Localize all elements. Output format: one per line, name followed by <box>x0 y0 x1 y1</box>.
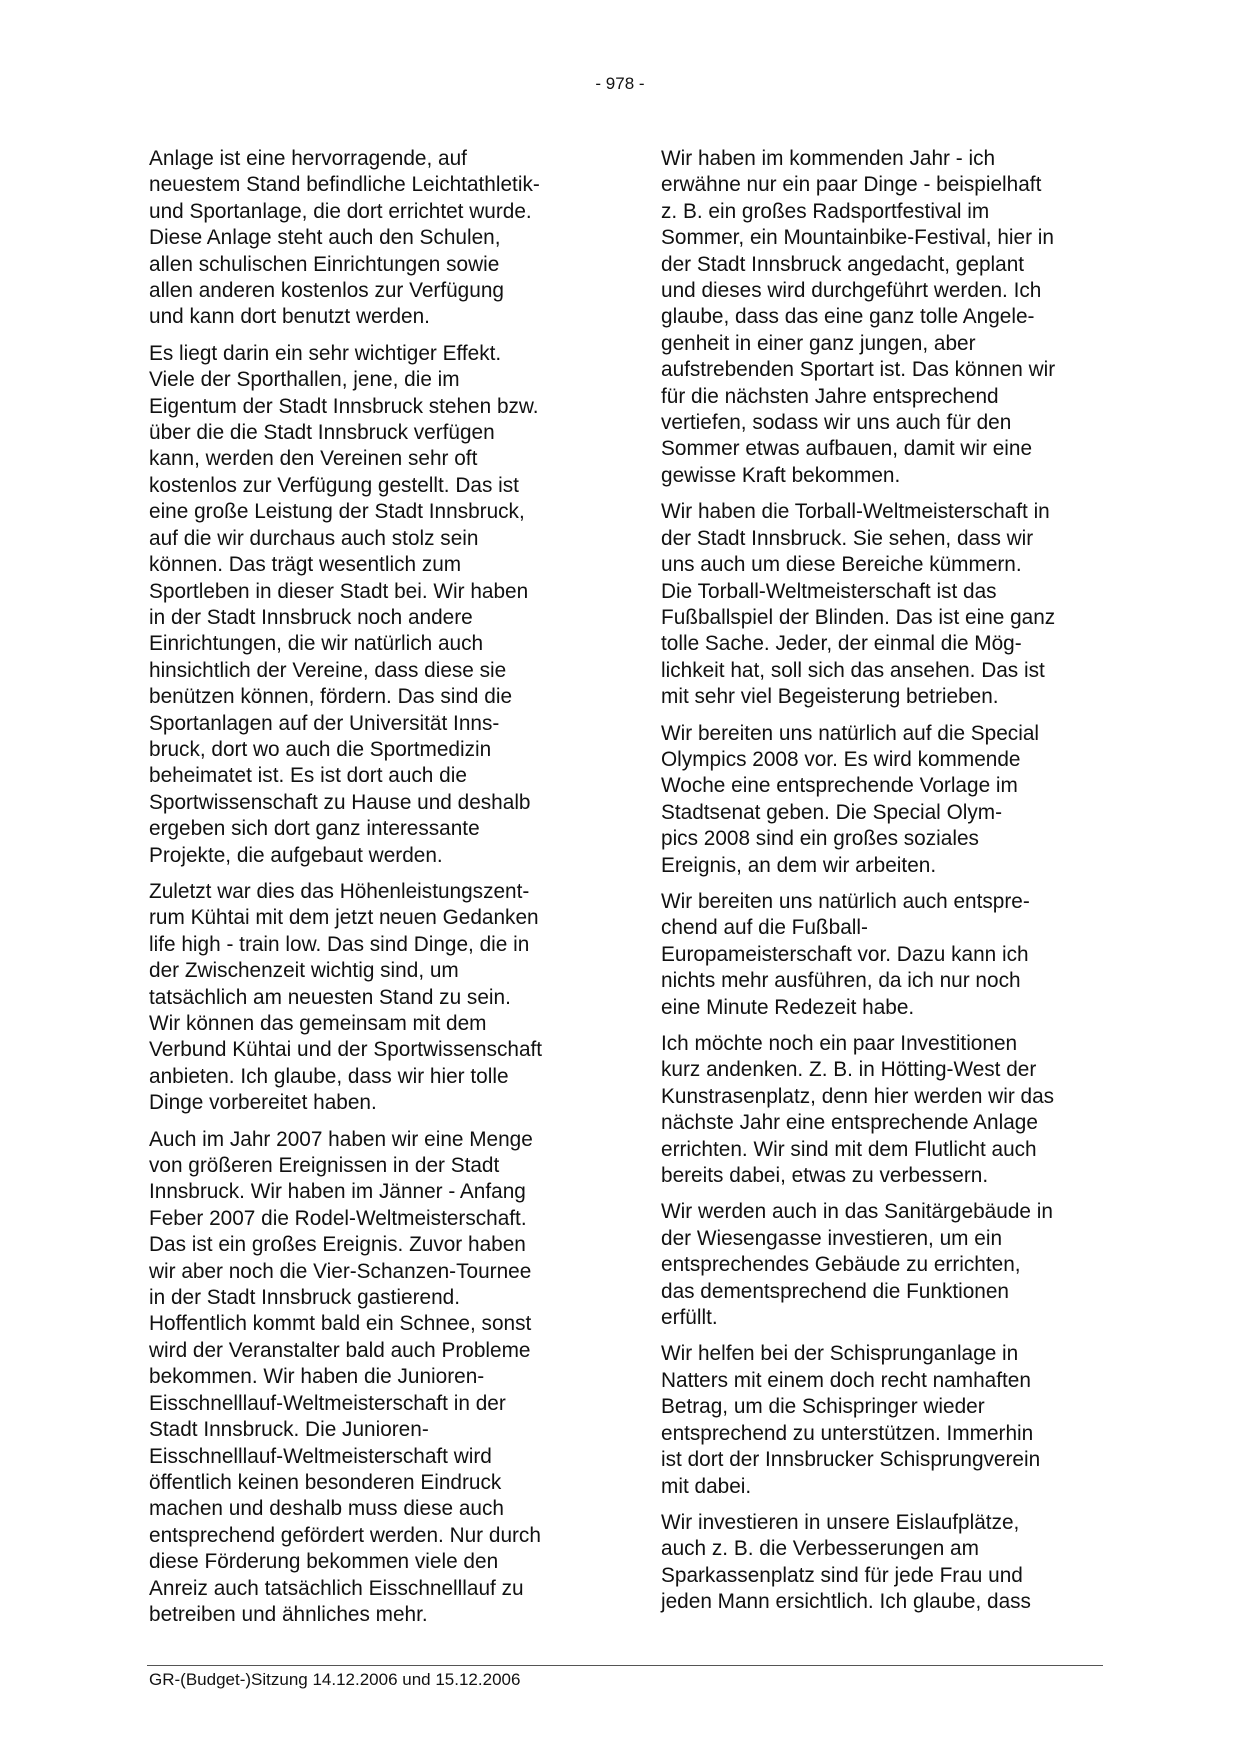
text-line: Wir haben im kommenden Jahr - ich <box>661 147 996 170</box>
text-line: der Wiesengasse investieren, um ein <box>661 1226 1003 1250</box>
text-line: Natters mit einem doch recht namhaften <box>661 1368 1031 1392</box>
text-line: Hoffentlich kommt bald ein Schnee, sonst <box>149 1312 532 1336</box>
text-line: öffentlich keinen besonderen Eindruck <box>149 1470 502 1494</box>
text-line: können. Das trägt wesentlich zum <box>149 553 462 577</box>
text-line: allen schulischen Einrichtungen sowie <box>149 252 500 276</box>
text-line: entsprechend gefördert werden. Nur durch <box>149 1523 541 1547</box>
text-line: Diese Anlage steht auch den Schulen, <box>149 226 501 250</box>
text-line: anbieten. Ich glaube, dass wir hier tolle <box>149 1064 509 1088</box>
text-line: wird der Veranstalter bald auch Probleme <box>149 1338 531 1362</box>
text-line: wir aber noch die Vier-Schanzen-Tournee <box>149 1259 532 1283</box>
text-line: Projekte, die aufgebaut werden. <box>149 843 443 867</box>
text-line: Es liegt darin ein sehr wichtiger Effekt. <box>149 341 502 365</box>
text-line: nichts mehr ausführen, da ich nur noch <box>661 969 1021 993</box>
footer-divider <box>147 1665 1103 1666</box>
text-line: und dieses wird durchgeführt werden. Ich <box>661 279 1042 303</box>
text-line: allen anderen kostenlos zur Verfügung <box>149 279 504 303</box>
text-line: der Zwischenzeit wichtig sind, um <box>149 959 459 983</box>
text-line: Anreiz auch tatsächlich Eisschnelllauf zu <box>149 1576 524 1600</box>
text-line: Sparkassenplatz sind für jede Frau und <box>661 1563 1023 1587</box>
text-line: für die nächsten Jahre entsprechend <box>661 384 999 408</box>
paragraph <box>661 1510 1107 1616</box>
text-line: Auch im Jahr 2007 haben wir eine Menge <box>149 1127 533 1151</box>
text-line: erfüllt. <box>661 1306 718 1330</box>
text-line: von größeren Ereignissen in der Stadt <box>149 1154 500 1178</box>
text-line: Anlage ist eine hervorragende, auf <box>149 147 467 170</box>
text-line: Innsbruck. Wir haben im Jänner - Anfang <box>149 1180 526 1204</box>
text-line: errichten. Wir sind mit dem Flutlicht auch <box>661 1137 1037 1161</box>
text-line: Viele der Sporthallen, jene, die im <box>149 368 460 392</box>
text-line: Ereignis, an dem wir arbeiten. <box>661 853 937 877</box>
text-line: lichkeit hat, soll sich das ansehen. Das ist <box>661 658 1045 682</box>
text-line: Dinge vorbereitet haben. <box>149 1091 377 1115</box>
text-line: life high - train low. Das sind Dinge, die in <box>149 932 530 956</box>
text-line: entsprechend zu unterstützen. Immerhin <box>661 1421 1034 1445</box>
text-line: in der Stadt Innsbruck noch andere <box>149 605 473 629</box>
text-line: genheit in einer ganz jungen, aber <box>661 331 976 355</box>
text-line: beheimatet ist. Es ist dort auch die <box>149 764 467 788</box>
paragraph <box>149 341 595 869</box>
text-line: Olympics 2008 vor. Es wird kommende <box>661 747 1021 771</box>
text-line: Fußballspiel der Blinden. Das ist eine ganz <box>661 605 1056 629</box>
text-line: erwähne nur ein paar Dinge - beispielhaft <box>661 173 1042 197</box>
text-line: Wir investieren in unsere Eislaufplätze, <box>661 1510 1020 1534</box>
text-line: neuestem Stand befindliche Leichtathletik- <box>149 173 540 197</box>
text-line: und Sportanlage, die dort errichtet wurde. <box>149 199 532 223</box>
text-line: Kunstrasenplatz, denn hier werden wir das <box>661 1084 1055 1108</box>
text-line: Stadt Innsbruck. Die Junioren- <box>149 1418 429 1442</box>
text-line: Die Torball-Weltmeisterschaft ist das <box>661 579 997 603</box>
text-line: Feber 2007 die Rodel-Weltmeisterschaft. <box>149 1206 527 1230</box>
text-line: Woche eine entsprechende Vorlage im <box>661 774 1018 798</box>
text-line: Verbund Kühtai und der Sportwissenschaft <box>149 1038 543 1062</box>
text-line: Eisschnelllauf-Weltmeisterschaft in der <box>149 1391 506 1415</box>
text-line: Eigentum der Stadt Innsbruck stehen bzw. <box>149 394 539 418</box>
text-line: Stadtsenat geben. Die Special Olym- <box>661 800 1003 824</box>
text-line: Wir werden auch in das Sanitärgebäude in <box>661 1200 1053 1224</box>
footer-session-info: GR-(Budget-)Sitzung 14.12.2006 und 15.12.2006 <box>149 1670 521 1689</box>
text-line: Sportanlagen auf der Universität Inns- <box>149 711 500 735</box>
text-line: Wir helfen bei der Schisprunganlage in <box>661 1342 1019 1366</box>
text-line: Wir bereiten uns natürlich auf die Special <box>661 721 1040 745</box>
text-line: Eisschnelllauf-Weltmeisterschaft wird <box>149 1444 492 1468</box>
text-line: Europameisterschaft vor. Dazu kann ich <box>661 942 1029 966</box>
text-line: uns auch um diese Bereiche kümmern. <box>661 553 1022 577</box>
text-line: mit dabei. <box>661 1474 752 1498</box>
text-line: Sportleben in dieser Stadt bei. Wir haben <box>149 579 529 603</box>
text-line: Einrichtungen, die wir natürlich auch <box>149 632 484 656</box>
text-line: ist dort der Innsbrucker Schisprungverein <box>661 1448 1041 1472</box>
text-line: Wir haben die Torball-Weltmeisterschaft in <box>661 500 1050 524</box>
text-line: hinsichtlich der Vereine, dass diese sie <box>149 658 507 682</box>
paragraph <box>661 721 1107 879</box>
text-line: entsprechendes Gebäude zu errichten, <box>661 1253 1021 1277</box>
text-line: bereits dabei, etwas zu verbessern. <box>661 1164 989 1188</box>
text-line: ergeben sich dort ganz interessante <box>149 817 480 841</box>
text-line: kann, werden den Vereinen sehr oft <box>149 447 478 471</box>
text-line: tatsächlich am neuesten Stand zu sein. <box>149 985 511 1009</box>
text-line: in der Stadt Innsbruck gastierend. <box>149 1286 460 1310</box>
text-line: z. B. ein großes Radsportfestival im <box>661 199 990 223</box>
paragraph <box>661 1031 1107 1189</box>
text-line: chend auf die Fußball- <box>661 916 868 940</box>
text-line: nächste Jahr eine entsprechende Anlage <box>661 1111 1038 1135</box>
text-line: Zuletzt war dies das Höhenleistungszent- <box>149 879 530 903</box>
text-line: glaube, dass das eine ganz tolle Angele- <box>661 305 1035 329</box>
text-line: Betrag, um die Schispringer wieder <box>661 1395 985 1419</box>
page-number: - 978 - <box>595 74 645 93</box>
paragraph <box>661 1341 1107 1499</box>
paragraph <box>149 1127 595 1629</box>
text-line: betreiben und ähnliches mehr. <box>149 1602 428 1626</box>
text-line: der Stadt Innsbruck angedacht, geplant <box>661 252 1025 276</box>
left-column <box>149 146 595 1638</box>
text-line: der Stadt Innsbruck. Sie sehen, dass wir <box>661 526 1034 550</box>
text-line: tolle Sache. Jeder, der einmal die Mög- <box>661 632 1022 656</box>
paragraph <box>661 1199 1107 1331</box>
text-line: vertiefen, sodass wir uns auch für den <box>661 411 1012 435</box>
text-line: Das ist ein großes Ereignis. Zuvor haben <box>149 1233 526 1257</box>
text-line: auch z. B. die Verbesserungen am <box>661 1537 979 1561</box>
text-line: kurz andenken. Z. B. in Hötting-West der <box>661 1058 1037 1082</box>
paragraph <box>149 879 595 1117</box>
text-line: pics 2008 sind ein großes soziales <box>661 827 979 851</box>
text-line: Sportwissenschaft zu Hause und deshalb <box>149 790 531 814</box>
text-line: diese Förderung bekommen viele den <box>149 1550 499 1574</box>
text-line: auf die wir durchaus auch stolz sein <box>149 526 479 550</box>
text-line: bruck, dort wo auch die Sportmedizin <box>149 737 492 761</box>
text-line: machen und deshalb muss diese auch <box>149 1497 504 1521</box>
text-line: Wir können das gemeinsam mit dem <box>149 1012 487 1035</box>
paragraph <box>661 499 1107 710</box>
text-line: über die die Stadt Innsbruck verfügen <box>149 421 495 445</box>
text-line: Sommer, ein Mountainbike-Festival, hier in <box>661 226 1054 250</box>
text-line: gewisse Kraft bekommen. <box>661 463 901 487</box>
text-line: das dementsprechend die Funktionen <box>661 1279 1010 1303</box>
paragraph <box>661 889 1107 1021</box>
text-line: mit sehr viel Begeisterung betrieben. <box>661 685 999 709</box>
right-column <box>661 146 1107 1626</box>
paragraph <box>661 146 1107 489</box>
text-line: kostenlos zur Verfügung gestellt. Das ist <box>149 473 519 497</box>
text-line: Ich möchte noch ein paar Investitionen <box>661 1032 1018 1055</box>
text-line: eine Minute Redezeit habe. <box>661 995 915 1019</box>
text-line: eine große Leistung der Stadt Innsbruck, <box>149 500 525 524</box>
text-line: aufstrebenden Sportart ist. Das können wir <box>661 358 1056 382</box>
text-line: Sommer etwas aufbauen, damit wir eine <box>661 437 1033 461</box>
text-line: bekommen. Wir haben die Junioren- <box>149 1365 485 1389</box>
paragraph <box>149 146 595 331</box>
text-line: benützen können, fördern. Das sind die <box>149 685 513 709</box>
text-line: Wir bereiten uns natürlich auch entspre- <box>661 889 1030 913</box>
text-line: und kann dort benutzt werden. <box>149 305 430 329</box>
text-line: rum Kühtai mit dem jetzt neuen Gedanken <box>149 906 539 930</box>
text-line: jeden Mann ersichtlich. Ich glaube, dass <box>661 1590 1031 1614</box>
